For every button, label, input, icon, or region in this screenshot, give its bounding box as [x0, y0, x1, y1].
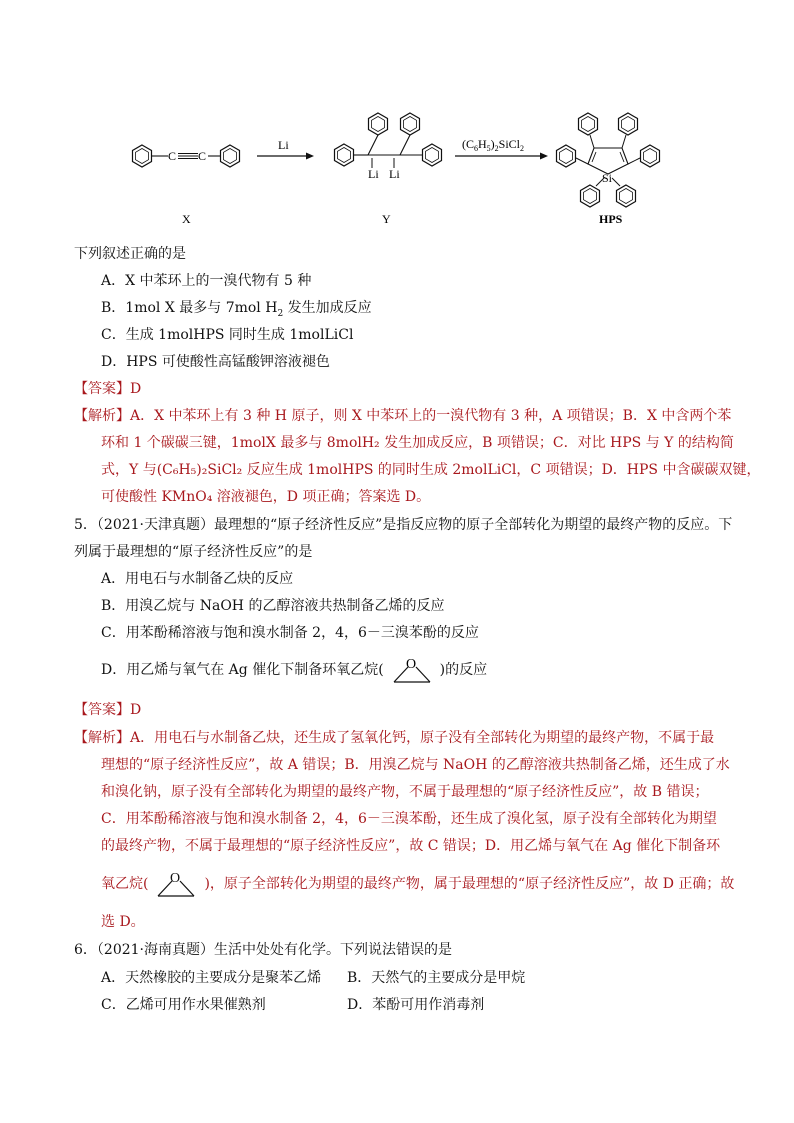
- q4-option-c: C．生成 1molHPS 同时生成 1molLiCl: [101, 327, 354, 343]
- q5-stem-line-1: 5．（2021·天津真题）最理想的“原子经济性反应”是指反应物的原子全部转化为期望的最终产物的反应。下: [74, 517, 733, 533]
- q4-option-a: A．X 中苯环上的一溴代物有 5 种: [101, 273, 312, 289]
- q5-option-d: D．用乙烯与氧气在 Ag 催化下制备环氧乙烷( O )的反应: [101, 650, 487, 690]
- q5-option-b: B．用溴乙烷与 NaOH 的乙醇溶液共热制备乙烯的反应: [101, 598, 445, 614]
- q5-analysis-line-5: 的最终产物，不属于最理想的“原子经济性反应”，故 C 错误；D．用乙烯与氧气在 Ag 催化下制备环: [101, 838, 721, 854]
- label-y: Y: [382, 212, 391, 226]
- label-hps: HPS: [599, 212, 623, 226]
- molecule-x: [133, 145, 240, 167]
- label-x: X: [182, 212, 191, 226]
- q5-stem-line-2: 列属于最理想的“原子经济性反应”的是: [74, 544, 313, 560]
- q4-analysis-line-1: 【解析】A．X 中苯环上有 3 种 H 原子，则 X 中苯环上的一溴代物有 3 种，A 项错误；B．X 中含两个苯: [74, 408, 732, 424]
- q5-analysis-line-4: C．用苯酚稀溶液与饱和溴水制备 2，4，6－三溴苯酚，还生成了溴化氢，原子没有全部转化为期望: [101, 811, 717, 827]
- q6-option-a: A．天然橡胶的主要成分是聚苯乙烯: [101, 970, 322, 986]
- q6-option-b: B．天然气的主要成分是甲烷: [347, 970, 526, 986]
- q4-analysis-line-4: 可使酸性 KMnO₄ 溶液褪色，D 项正确；答案选 D。: [101, 489, 431, 505]
- reagent-li: Li: [278, 138, 289, 152]
- epoxide-structure: [386, 655, 438, 685]
- arrow-1: [257, 138, 314, 160]
- q4-stem: 下列叙述正确的是: [74, 246, 186, 262]
- atom-c-1: C: [168, 149, 177, 163]
- q5-option-a: A．用电石与水制备乙炔的反应: [101, 571, 294, 587]
- atom-li-1: Li: [368, 167, 379, 181]
- q6-option-c: C．乙烯可用作水果催熟剂: [101, 997, 266, 1013]
- q4-answer: 【答案】D: [74, 381, 142, 397]
- q6-option-d: D．苯酚可用作消毒剂: [347, 997, 485, 1013]
- epoxide-structure-2: [150, 869, 202, 899]
- q4-analysis-line-3: 式，Y 与(C₆H₅)₂SiCl₂ 反应生成 1molHPS 的同时生成 2molLiCl，C 项错误；D．HPS 中含碳碳双键，: [101, 462, 761, 478]
- q4-option-b: B．1mol X 最多与 7mol $H_2$ 发生加成反应: [101, 300, 372, 319]
- arrow-2: [455, 137, 548, 160]
- atom-si: Si: [602, 171, 613, 185]
- q6-stem: 6．（2021·海南真题）生活中处处有化学。下列说法错误的是: [74, 942, 452, 958]
- epoxide-oxygen-2: O: [170, 871, 181, 886]
- reagent-sicl2: $(C_6H_5)_2SiCl_2$: [462, 137, 525, 153]
- q5-analysis-line-1: 【解析】A．用电石与水制备乙炔，还生成了氢氧化钙，原子没有全部转化为期望的最终产物，不属于最: [74, 730, 715, 746]
- q4-option-d: D．HPS 可使酸性高锰酸钾溶液褪色: [101, 354, 330, 370]
- atom-c-2: C: [198, 149, 207, 163]
- q5-option-c: C．用苯酚稀溶液与饱和溴水制备 2，4，6－三溴苯酚的反应: [101, 625, 479, 641]
- atom-li-2: Li: [389, 167, 400, 181]
- reaction-scheme: [110, 100, 690, 235]
- q5-answer: 【答案】D: [74, 702, 142, 718]
- q4-analysis-line-2: 环和 1 个碳碳三键，1molX 最多与 8molH₂ 发生加成反应，B 项错误；C．对比 HPS 与 Y 的结构简: [101, 435, 734, 451]
- q5-analysis-line-2: 理想的“原子经济性反应”，故 A 错误；B．用溴乙烷与 NaOH 的乙醇溶液共热制备乙烯，还生成了水: [101, 757, 730, 773]
- molecule-hps: [557, 113, 660, 207]
- q5-analysis-line-7: 选 D。: [101, 914, 145, 930]
- q5-analysis-line-3: 和溴化钠，原子没有全部转化为期望的最终产物，不属于最理想的“原子经济性反应”，故 B 错误；: [101, 784, 709, 800]
- epoxide-oxygen: O: [405, 657, 416, 672]
- molecule-y: [335, 113, 442, 181]
- q5-analysis-line-6: 氧乙烷( O )，原子全部转化为期望的最终产物，属于最理想的“原子经济性反应”，故 D 正确；故: [101, 864, 734, 904]
